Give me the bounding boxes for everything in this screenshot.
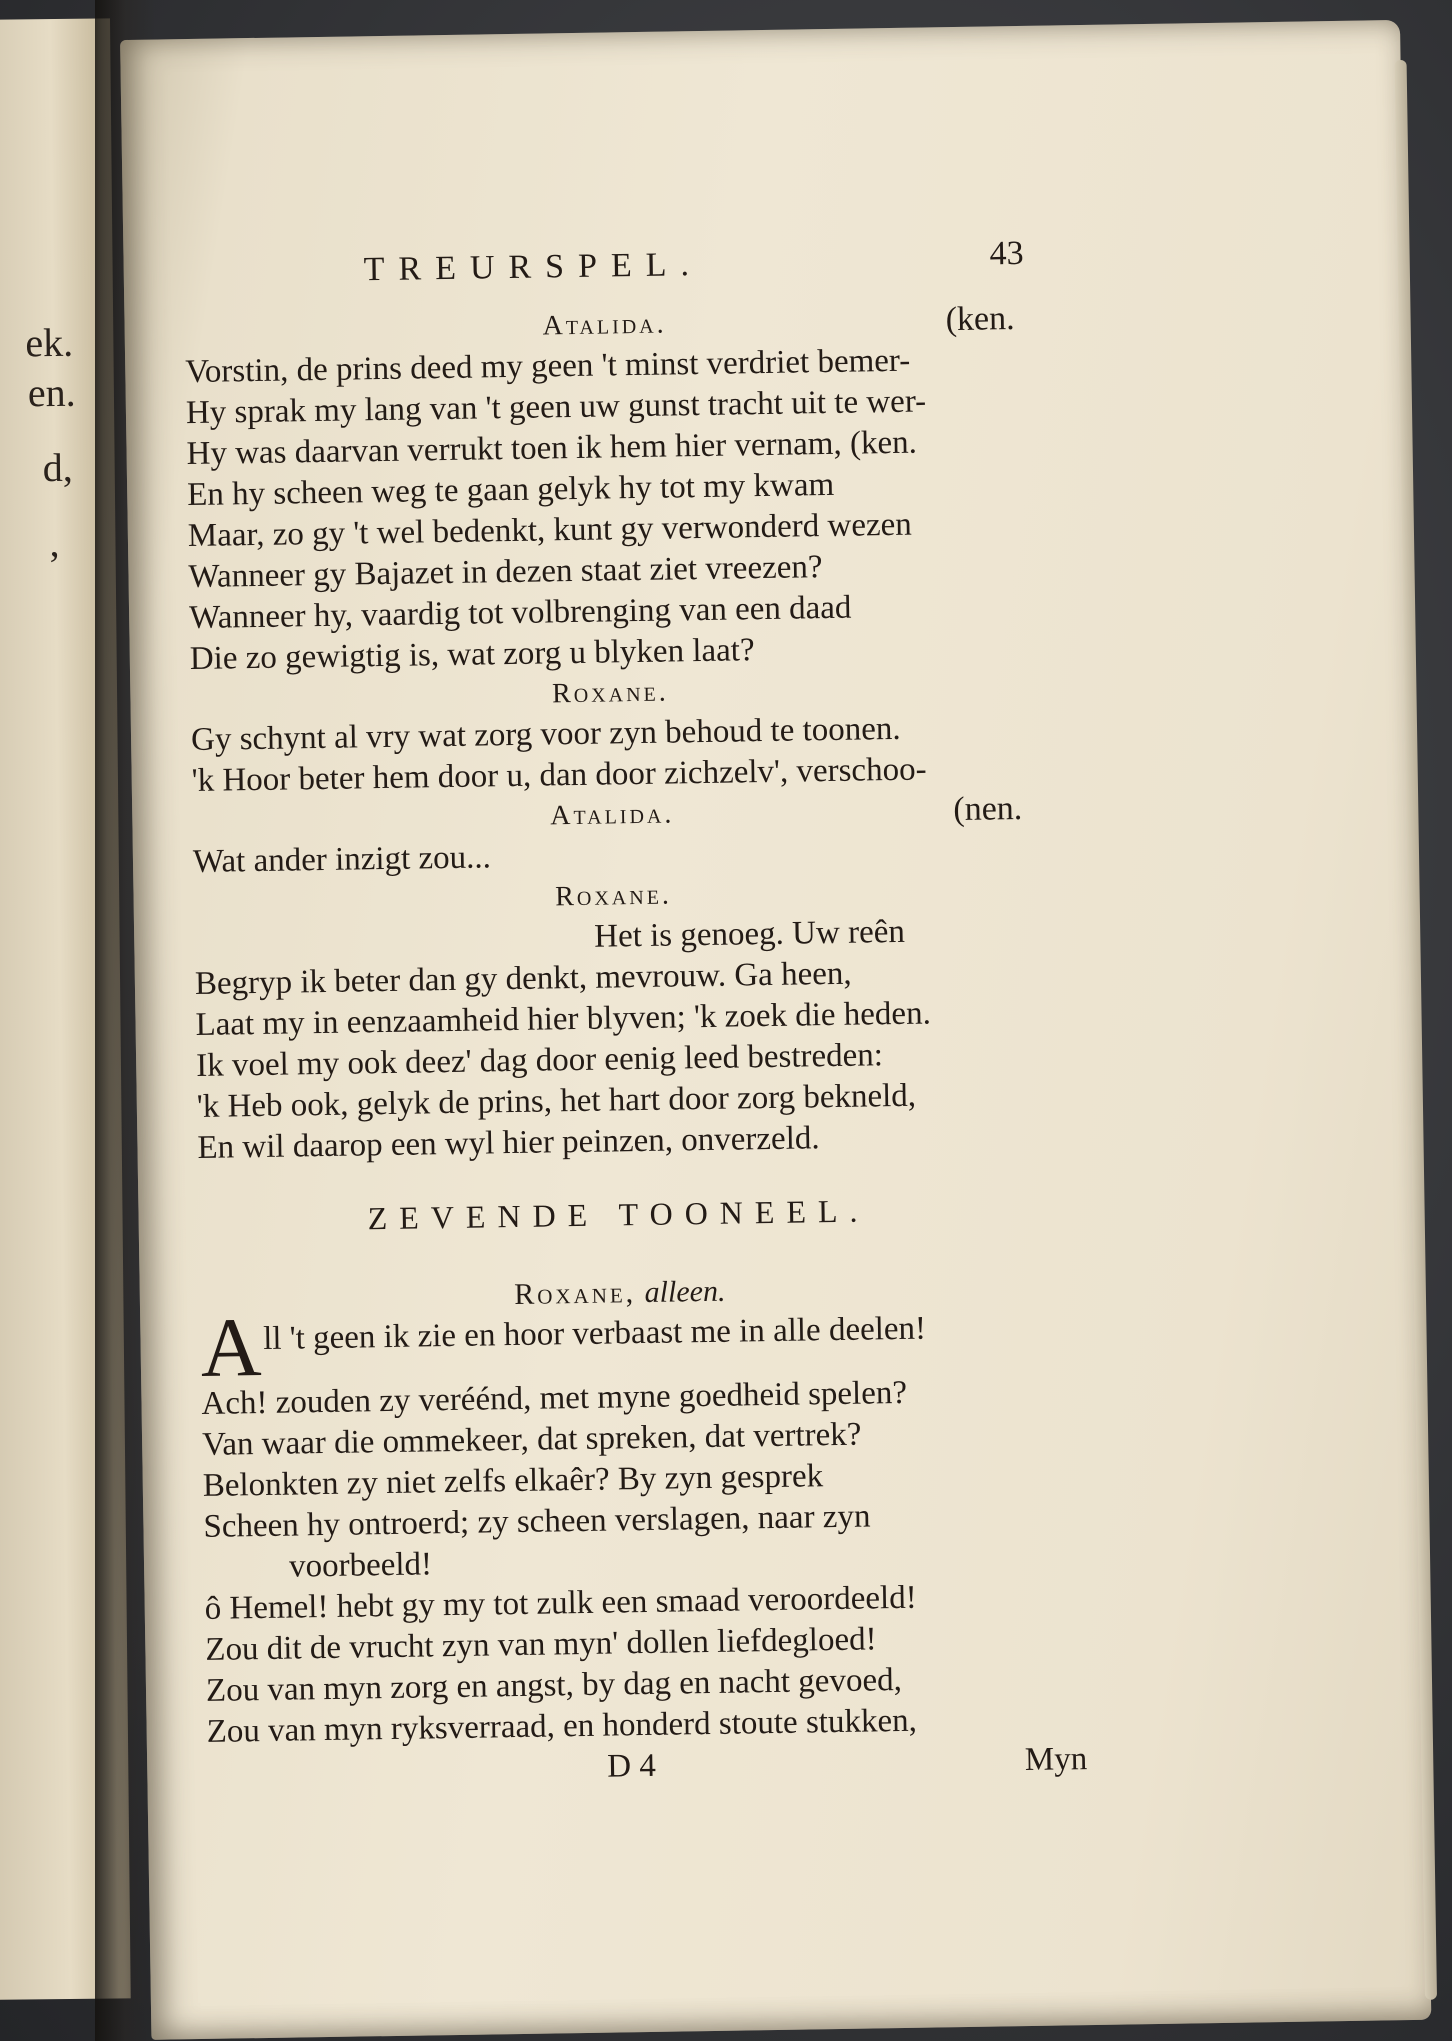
drop-cap: A — [199, 1301, 263, 1395]
verse-line: Die zo gewigtig is, wat zorg u blyken laat? — [189, 632, 755, 678]
verse-line: Ik voel my ook deez' dag door eenig leed bestreden: — [195, 1037, 884, 1084]
previous-page-fragment: ek. — [25, 319, 74, 366]
verse-line: ô Hemel! hebt gy my tot zulk een smaad veroordeeld! — [204, 1579, 917, 1627]
previous-page-fragment: d, — [42, 444, 73, 491]
verse-line: voorbeeld! — [288, 1546, 433, 1585]
speaker-role: alleen. — [644, 1274, 726, 1309]
speaker-name: Atalida. — [550, 798, 675, 832]
verse-line: Laat my in eenzaamheid hier blyven; 'k zoek die heden. — [195, 995, 932, 1043]
previous-page-fragment: en. — [27, 369, 76, 416]
verse-line: Begryp ik beter dan gy denkt, mevrouw. Ga heen, — [194, 955, 852, 1002]
verse-line: 'k Heb ook, gelyk de prins, het hart door zorg bekneld, — [196, 1077, 917, 1125]
signature-mark: D 4 — [606, 1747, 657, 1785]
verse-line: Zou van myn zorg en angst, by dag en nacht gevoed, — [205, 1661, 903, 1709]
turnover-word: (nen. — [953, 789, 1023, 829]
verse-line: Scheen hy ontroerd; zy scheen verslagen, naar zyn — [203, 1498, 871, 1545]
speaker-separator: , — [625, 1275, 645, 1310]
verse-line: Wanneer hy, vaardig tot volbrenging van een daad — [188, 589, 852, 637]
running-title: TREURSPEL. — [363, 245, 704, 289]
book-page — [120, 20, 1431, 2040]
verse-line: Ach! zouden zy veréénd, met myne goedheid spelen? — [201, 1374, 908, 1422]
speaker-name: Roxane. — [551, 676, 669, 710]
previous-page-fragment: , — [49, 519, 60, 566]
verse-line: Hy sprak my lang van 't geen uw gunst tracht uit te wer- — [185, 383, 927, 432]
verse-line: Van waar die ommekeer, dat spreken, dat vertrek? — [201, 1416, 862, 1463]
page-content — [183, 234, 1107, 1799]
verse-line: Het is genoeg. Uw reên — [593, 913, 906, 955]
speaker-name: Atalida. — [542, 308, 667, 342]
verse-line: En hy scheen weg te gaan gelyk hy tot my kwam — [186, 466, 835, 514]
catchword: Myn — [1024, 1741, 1088, 1779]
speaker-name: Roxane — [513, 1276, 626, 1312]
verse-line: Gy schynt al vry wat zorg voor zyn behoud te toonen. — [190, 710, 901, 759]
turnover-word: (ken. — [945, 300, 1015, 339]
verse-line: Wat ander inzigt zou... — [192, 839, 492, 881]
verse-line: Vorstin, de prins deed my geen 't minst verdriet bemer- — [185, 342, 911, 391]
verse-line: Wanneer gy Bajazet in dezen staat ziet vreezen? — [188, 549, 823, 596]
verse-line: 'k Hoor beter hem door u, dan door zichzelv', verschoo- — [191, 751, 927, 800]
verse-line: Zou van myn ryksverraad, en honderd stoute stukken, — [206, 1702, 918, 1750]
verse-line: Zou dit de vrucht zyn van myn' dollen liefdegloed! — [205, 1621, 877, 1668]
speaker-name: Roxane. — [555, 879, 673, 913]
page-number: 43 — [989, 234, 1024, 273]
verse-line: Maar, zo gy 't wel bedenkt, kunt gy verwonderd wezen — [187, 506, 913, 555]
verse-line-text: ll 't geen ik zie en hoor verbaast me in alle deelen! — [262, 1310, 927, 1357]
verse-line: Belonkten zy niet zelfs elkaêr? By zyn gesprek — [202, 1458, 824, 1504]
verse-line: En wil daarop een wyl hier peinzen, onverzeld. — [197, 1120, 820, 1166]
scene-title: ZEVENDE TOONEEL. — [367, 1192, 870, 1237]
verse-line: Hy was daarvan verrukt toen ik hem hier vernam, (ken. — [186, 424, 918, 473]
